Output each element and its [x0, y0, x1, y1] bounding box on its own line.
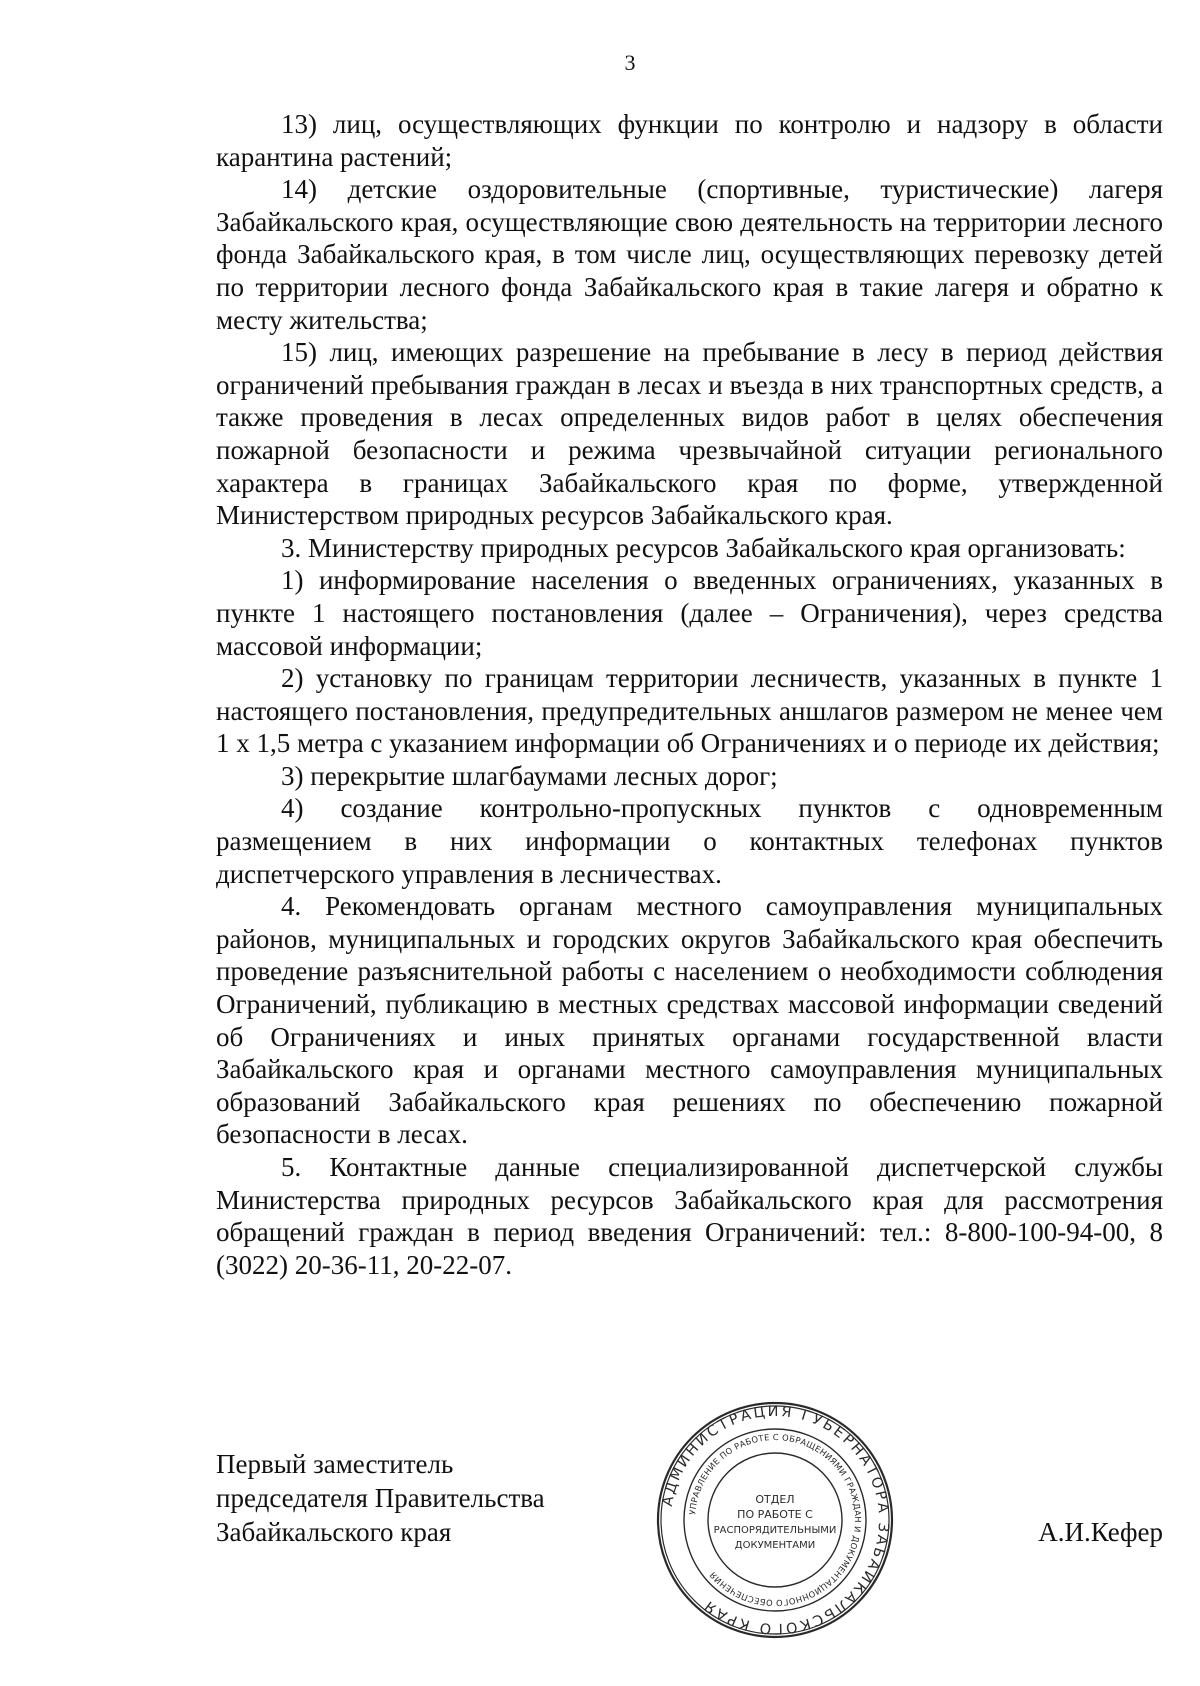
official-seal: [655, 1400, 895, 1640]
paragraph-section-5: 5. Контактные данные специализированной диспетчерской службы Министерства природных ресурсов Забайкальского края для рассмотрения обращений граждан в период введения Ограничений: тел.: 8-800-100-94-00, 8 (3022) 20-36-11, 20-22-07.: [216, 1152, 1163, 1280]
seal-inner-text: УПРАВЛЕНИЕ ПО РАБОТЕ С ОБРАЩЕНИЯМИ ГРАЖДАН И ДОКУМЕНТАЦИОННОГО ОБЕСПЕЧЕНИЯ: [687, 1431, 864, 1609]
paragraph-section-3-item-3: 3) перекрытие шлагбаумами лесных дорог;: [281, 760, 778, 791]
paragraph-item-14: 14) детские оздоровительные (спортивные, туристические) лагеря Забайкальского края, осуществляющие свою деятельность на территории лесного фонда Забайкальского края, в том числе лиц, осуществляющих перевозку детей по территории лесного фонда Забайкальского края в такие лагеря и обратно к месту жительства;: [216, 174, 1163, 335]
signer-title-line: Забайкальского края: [216, 1517, 452, 1547]
signer-name: А.И.Кефер: [1038, 1517, 1163, 1547]
paragraph-section-3-item-1: 1) информирование населения о введенных ограничениях, указанных в пункте 1 настоящего постановления (далее – Ограничения), через средства массовой информации;: [216, 565, 1163, 661]
signer-title-line: председателя Правительства: [216, 1483, 545, 1513]
seal-center-line: ПО РАБОТЕ С: [737, 1508, 813, 1521]
seal-center-line: ОТДЕЛ: [755, 1493, 795, 1506]
signer-title: [216, 1447, 545, 1549]
paragraph-section-3-item-2: 2) установку по границам территории лесничеств, указанных в пункте 1 настоящего постановления, предупредительных аншлагов размером не менее чем 1 х 1,5 метра с указанием информации об Ограничениях и о периоде их действия;: [216, 663, 1163, 759]
paragraph-item-15: 15) лиц, имеющих разрешение на пребывание в лесу в период действия ограничений пребывания граждан в лесах и въезда в них транспортных средств, а также проведения в лесах определенных видов работ в целях обеспечения пожарной безопасности и режима чрезвычайной ситуации регионального характера в границах Забайкальского края по форме, утвержденной Министерством природных ресурсов Забайкальского края.: [216, 337, 1163, 531]
document-body: [216, 108, 1163, 1281]
seal-center-line: РАСПОРЯДИТЕЛЬНЫМИ: [713, 1525, 837, 1536]
paragraph-section-3-item-4: 4) создание контрольно-пропускных пунктов с одновременным размещением в них информации о контактных телефонах пунктов диспетчерского управления в лесничествах.: [216, 793, 1163, 889]
paragraph-item-13: 13) лиц, осуществляющих функции по контролю и надзору в области карантина растений;: [216, 109, 1163, 172]
seal-center-line: ДОКУМЕНТАМИ: [734, 1540, 816, 1551]
page-number: 3: [624, 50, 636, 75]
paragraph-section-3: 3. Министерству природных ресурсов Забайкальского края организовать:: [281, 532, 1126, 563]
paragraph-section-4: 4. Рекомендовать органам местного самоуправления муниципальных районов, муниципальных и городских округов Забайкальского края обеспечить проведение разъяснительной работы с населением о необходимости соблюдения Ограничений, публикацию в местных средствах массовой информации сведений об Ограничениях и иных принятых органами государственной власти Забайкальского края и органами местного самоуправления муниципальных образований Забайкальского края решениях по обеспечению пожарной безопасности в лесах.: [216, 891, 1163, 1150]
signer-title-line: Первый заместитель: [216, 1449, 454, 1479]
seal-outer-text: АДМИНИСТРАЦИЯ ГУБЕРНАТОРА ЗАБАЙКАЛЬСКОГО КРАЯ: [659, 1403, 892, 1637]
